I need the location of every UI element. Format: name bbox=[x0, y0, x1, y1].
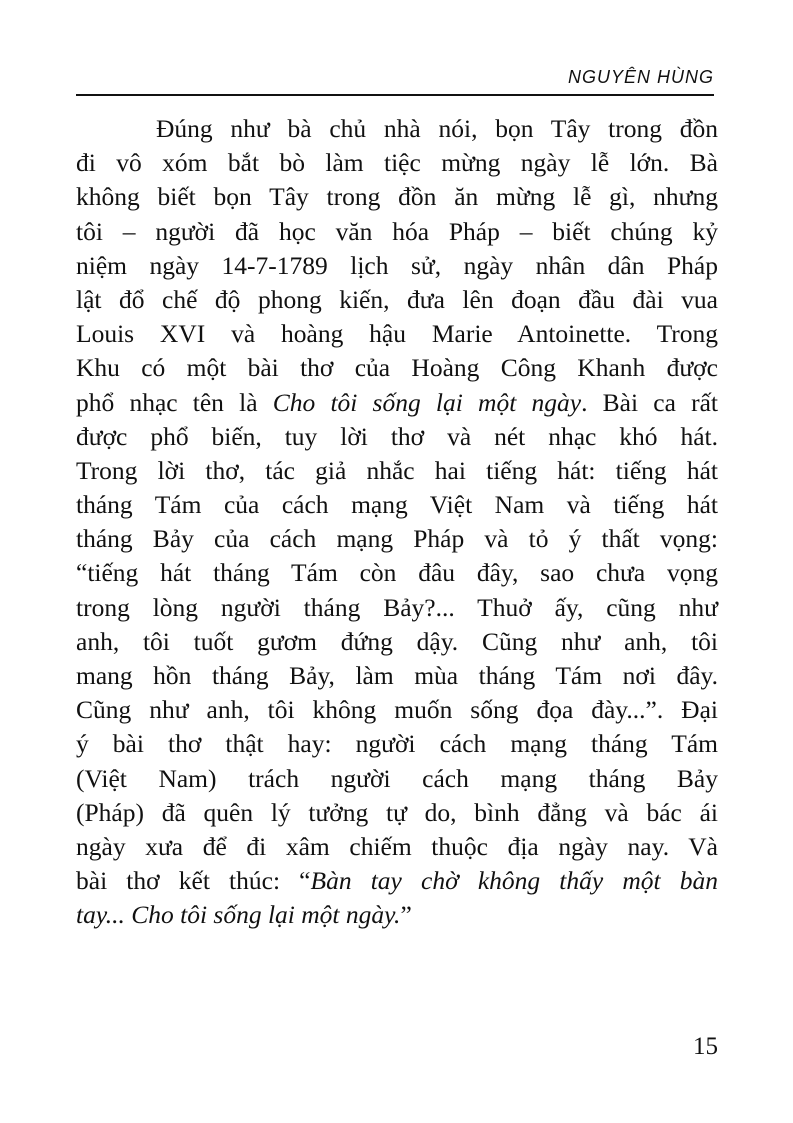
body-paragraph bbox=[76, 112, 718, 933]
text-line bbox=[76, 420, 718, 454]
text-segment: niệm ngày 14-7-1789 lịch sử, ngày nhân dân Pháp bbox=[76, 250, 718, 280]
text-segment: ngày xưa để đi xâm chiếm thuộc địa ngày nay. Và bbox=[76, 831, 718, 861]
text-segment: bài thơ kết thúc: “ bbox=[76, 866, 311, 896]
text-segment: (Việt Nam) trách người cách mạng tháng Bảy bbox=[76, 763, 718, 793]
text-line bbox=[76, 112, 718, 146]
running-header bbox=[76, 58, 714, 96]
text-segment: không biết bọn Tây trong đồn ăn mừng lễ gì, nhưng bbox=[76, 182, 718, 212]
header-author-name: NGUYÊN HÙNG bbox=[567, 67, 714, 87]
text-line bbox=[76, 762, 718, 796]
text-line bbox=[76, 215, 718, 249]
text-line bbox=[76, 317, 718, 351]
italic-text-segment: Cho tôi sống lại một ngày bbox=[272, 387, 582, 417]
text-line bbox=[76, 351, 718, 385]
text-segment: Louis XVI và hoàng hậu Marie Antoinette. Trong bbox=[76, 319, 718, 349]
text-line bbox=[76, 556, 718, 590]
text-line bbox=[76, 898, 718, 932]
text-segment: ý bài thơ thật hay: người cách mạng tháng Tám bbox=[76, 729, 718, 759]
text-line bbox=[76, 727, 718, 761]
text-segment: (Pháp) đã quên lý tưởng tự do, bình đẳng và bác ái bbox=[76, 797, 718, 827]
text-line bbox=[76, 864, 718, 898]
text-segment: đi vô xóm bắt bò làm tiệc mừng ngày lễ lớn. Bà bbox=[76, 148, 718, 178]
page-number: 15 bbox=[693, 1033, 718, 1060]
text-segment: phổ nhạc tên là bbox=[76, 387, 273, 417]
text-line bbox=[76, 625, 718, 659]
text-segment: tháng Bảy của cách mạng Pháp và tỏ ý thất vọng: bbox=[76, 524, 718, 554]
text-segment: Cũng như anh, tôi không muốn sống đọa đày...”. Đại bbox=[76, 695, 718, 725]
italic-text-segment: tay... Cho tôi sống lại một ngày. bbox=[76, 900, 401, 930]
text-line bbox=[76, 796, 718, 830]
text-segment: “tiếng hát tháng Tám còn đâu đây, sao chưa vọng bbox=[76, 558, 718, 588]
text-line bbox=[76, 180, 718, 214]
text-line bbox=[76, 454, 718, 488]
text-line bbox=[76, 522, 718, 556]
text-line bbox=[76, 591, 718, 625]
text-segment: được phổ biến, tuy lời thơ và nét nhạc khó hát. bbox=[76, 421, 718, 451]
text-line bbox=[76, 659, 718, 693]
text-segment: trong lòng người tháng Bảy?... Thuở ấy, cũng như bbox=[76, 592, 718, 622]
text-line bbox=[76, 488, 718, 522]
italic-text-segment: Bàn tay chờ không thấy một bàn bbox=[310, 866, 718, 896]
text-segment: Trong lời thơ, tác giả nhắc hai tiếng hát: tiếng hát bbox=[76, 455, 718, 485]
text-segment: Đúng như bà chủ nhà nói, bọn Tây trong đồn bbox=[156, 114, 718, 143]
text-segment: . Bài ca rất bbox=[581, 387, 718, 417]
text-line bbox=[76, 249, 718, 283]
text-line bbox=[76, 146, 718, 180]
text-line bbox=[76, 693, 718, 727]
text-segment: Khu có một bài thơ của Hoàng Công Khanh được bbox=[76, 353, 718, 383]
text-segment: tháng Tám của cách mạng Việt Nam và tiếng hát bbox=[76, 490, 718, 520]
text-segment: ” bbox=[400, 900, 412, 930]
text-segment: mang hồn tháng Bảy, làm mùa tháng Tám nơi đây. bbox=[76, 661, 718, 690]
text-line bbox=[76, 283, 718, 317]
text-segment: lật đổ chế độ phong kiến, đưa lên đoạn đầu đài vua bbox=[76, 284, 718, 314]
text-line bbox=[76, 830, 718, 864]
text-segment: tôi – người đã học văn hóa Pháp – biết chúng kỷ bbox=[76, 216, 718, 246]
text-line bbox=[76, 386, 718, 420]
text-segment: anh, tôi tuốt gươm đứng dậy. Cũng như anh, tôi bbox=[76, 626, 718, 656]
